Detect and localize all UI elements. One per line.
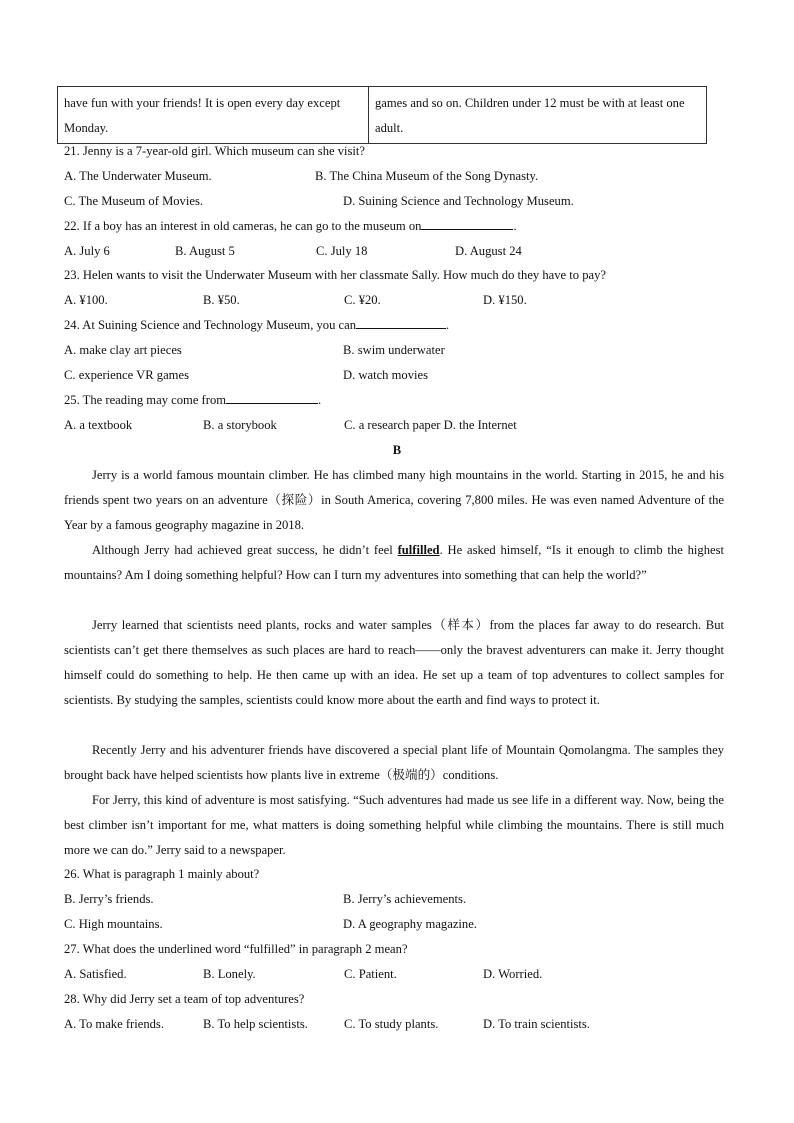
- q27-option-d[interactable]: D. Worried.: [483, 967, 543, 981]
- question-24: 24. At Suining Science and Technology Museum, you can .: [64, 318, 450, 332]
- passage-paragraph-4: Recently Jerry and his adventurer friends have discovered a special plant life of Mountain Qomolangma. The samples they brought back have helped scientists how plants live in extreme（极端的）conditions.: [64, 743, 724, 782]
- question-22: 22. If a boy has an interest in old cameras, he can go to the museum on .: [64, 219, 517, 233]
- q21-option-b[interactable]: B. The China Museum of the Song Dynasty.: [315, 169, 539, 183]
- q24-option-a[interactable]: A. make clay art pieces: [64, 343, 182, 357]
- q26-option-c[interactable]: C. High mountains.: [64, 917, 163, 931]
- q22-option-c[interactable]: C. July 18: [316, 244, 368, 258]
- q27-option-b[interactable]: B. Lonely.: [203, 967, 256, 981]
- q24-option-c[interactable]: C. experience VR games: [64, 368, 189, 382]
- q26-option-b[interactable]: B. Jerry’s achievements.: [343, 892, 467, 906]
- q23-option-c[interactable]: C. ¥20.: [344, 293, 381, 307]
- q26-option-a[interactable]: B. Jerry’s friends.: [64, 892, 154, 906]
- question-23: 23. Helen wants to visit the Underwater Museum with her classmate Sally. How much do they have to pay?: [64, 268, 607, 282]
- q28-option-c[interactable]: C. To study plants.: [344, 1017, 439, 1031]
- q22-option-b[interactable]: B. August 5: [175, 244, 235, 258]
- question-21: 21. Jenny is a 7-year-old girl. Which museum can she visit?: [64, 144, 366, 158]
- q25-option-cd[interactable]: C. a research paper D. the Internet: [344, 418, 517, 432]
- question-25: 25. The reading may come from .: [64, 393, 322, 407]
- section-b-heading: B: [392, 443, 402, 457]
- q21-option-d[interactable]: D. Suining Science and Technology Museum.: [343, 194, 574, 208]
- q23-option-d[interactable]: D. ¥150.: [483, 293, 527, 307]
- q23-option-a[interactable]: A. ¥100.: [64, 293, 108, 307]
- answer-blank: [356, 317, 446, 329]
- q23-option-b[interactable]: B. ¥50.: [203, 293, 240, 307]
- q24-option-d[interactable]: D. watch movies: [343, 368, 428, 382]
- q27-option-c[interactable]: C. Patient.: [344, 967, 397, 981]
- q25-option-a[interactable]: A. a textbook: [64, 418, 133, 432]
- q28-option-b[interactable]: B. To help scientists.: [203, 1017, 308, 1031]
- table-cell-left: have fun with your friends! It is open every day except Monday.: [58, 87, 369, 144]
- q22-option-a[interactable]: A. July 6: [64, 244, 110, 258]
- passage-paragraph-5: For Jerry, this kind of adventure is most satisfying. “Such adventures had made us see life in a different way. Now, being the best climber isn’t important for me, what matters is doing something helpful while climbing the mountains. There is still much more we can do.” Jerry said to a newspaper.: [64, 793, 724, 857]
- table-cell-right: games and so on. Children under 12 must be with at least one adult.: [369, 87, 707, 144]
- passage-paragraph-2: Although Jerry had achieved great success, he didn’t feel fulfilled. He asked himself, “Is it enough to climb the highest mountains? Am I doing something helpful? How can I turn my adventures into something that can help the world?”: [64, 543, 724, 582]
- q27-option-a[interactable]: A. Satisfied.: [64, 967, 127, 981]
- q22-option-d[interactable]: D. August 24: [455, 244, 522, 258]
- q25-option-b[interactable]: B. a storybook: [203, 418, 277, 432]
- passage-paragraph-1: Jerry is a world famous mountain climber. He has climbed many high mountains in the world. Starting in 2015, he and his friends spent two years on an adventure（探险）in South America, covering 7,800 miles. He was even named Adventure of the Year by a famous geography magazine in 2018.: [64, 468, 724, 532]
- question-27: 27. What does the underlined word “fulfilled” in paragraph 2 mean?: [64, 942, 408, 956]
- question-28: 28. Why did Jerry set a team of top adventures?: [64, 992, 305, 1006]
- underlined-word: fulfilled: [397, 543, 440, 557]
- q28-option-d[interactable]: D. To train scientists.: [483, 1017, 590, 1031]
- passage-paragraph-3: Jerry learned that scientists need plants, rocks and water samples（样本）from the places far away to do research. But scientists can’t get there themselves as such places are hard to reach——only the bravest adventurers can make it. Jerry thought himself could do something to help. He then came up with an idea. He set up a team of top adventures to collect samples for scientists. By studying the samples, scientists could know more about the earth and find ways to protect it.: [64, 618, 724, 707]
- q24-option-b[interactable]: B. swim underwater: [343, 343, 445, 357]
- q21-option-a[interactable]: A. The Underwater Museum.: [64, 169, 212, 183]
- answer-blank: [421, 218, 513, 230]
- museum-info-table: [57, 86, 707, 144]
- q21-option-c[interactable]: C. The Museum of Movies.: [64, 194, 203, 208]
- q28-option-a[interactable]: A. To make friends.: [64, 1017, 164, 1031]
- answer-blank: [226, 392, 318, 404]
- q26-option-d[interactable]: D. A geography magazine.: [343, 917, 477, 931]
- question-26: 26. What is paragraph 1 mainly about?: [64, 867, 260, 881]
